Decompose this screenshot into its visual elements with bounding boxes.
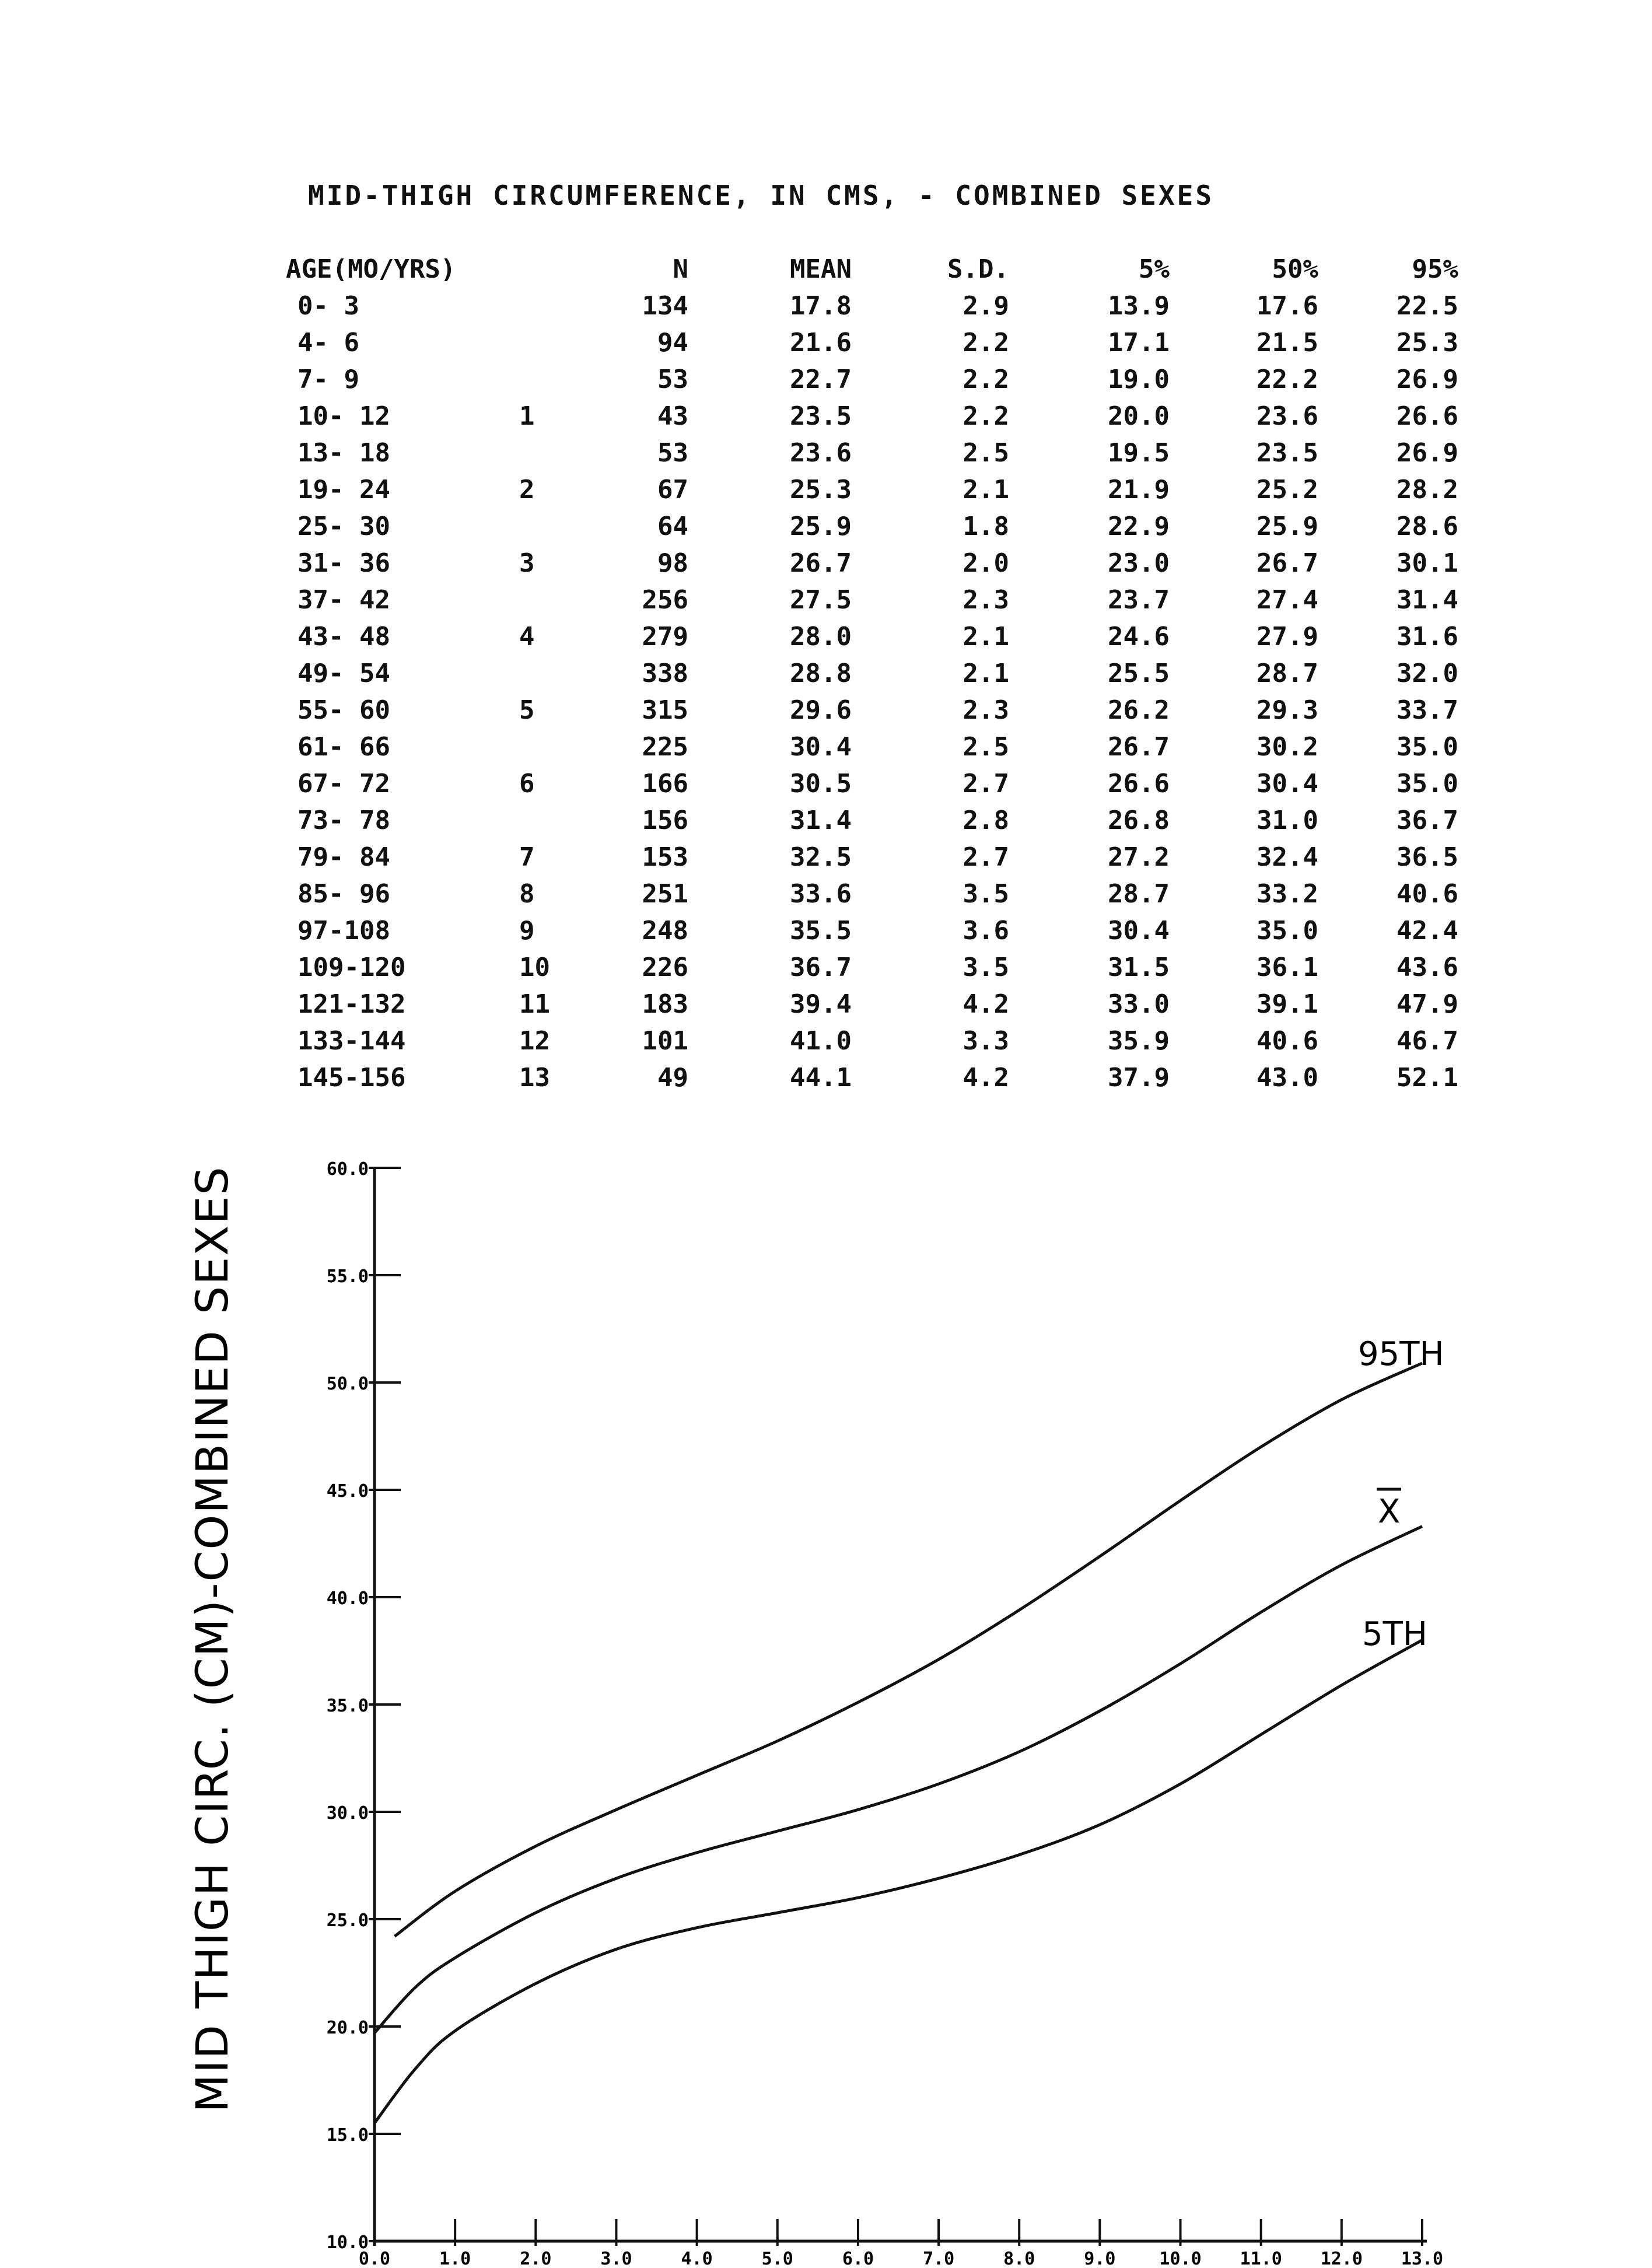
mean-cell: 35.5 <box>790 916 852 946</box>
p95-cell: 26.9 <box>1396 365 1458 394</box>
sd-cell: 2.1 <box>963 622 1009 652</box>
p5-cell: 25.5 <box>1108 659 1170 688</box>
mean-cell: 36.7 <box>790 953 852 982</box>
sd-cell: 3.5 <box>963 953 1009 982</box>
header-mean: MEAN <box>790 254 852 284</box>
mean-cell: 29.6 <box>790 695 852 725</box>
age-cell: 79- 84 <box>298 842 390 872</box>
p5-cell: 26.7 <box>1108 732 1170 762</box>
year-cell: 4 <box>519 622 535 652</box>
sd-cell: 3.6 <box>963 916 1009 946</box>
year-cell: 13 <box>519 1063 550 1093</box>
sd-cell: 4.2 <box>963 989 1009 1019</box>
mean-cell: 25.9 <box>790 512 852 541</box>
age-cell: 4- 6 <box>298 328 359 358</box>
mean-cell: 28.8 <box>790 659 852 688</box>
n-cell: 256 <box>642 585 688 615</box>
mean-cell: 32.5 <box>790 842 852 872</box>
mean-cell: 31.4 <box>790 806 852 835</box>
x-tick-label: 3.0 <box>600 2249 632 2268</box>
y-tick-label: 45.0 <box>326 1481 369 1502</box>
age-cell: 97-108 <box>298 916 390 946</box>
series-line-mean <box>374 1527 1422 2033</box>
x-tick-label: 6.0 <box>842 2249 874 2268</box>
n-cell: 225 <box>642 732 688 762</box>
mean-cell: 28.0 <box>790 622 852 652</box>
y-axis-label: MID THIGH CIRC. (CM)-COMBINED SEXES <box>186 1166 238 2113</box>
year-cell: 3 <box>519 548 535 578</box>
sd-cell: 2.2 <box>963 328 1009 358</box>
mean-cell: 23.6 <box>790 438 852 468</box>
p50-cell: 29.3 <box>1256 695 1318 725</box>
age-cell: 55- 60 <box>298 695 390 725</box>
sd-cell: 1.8 <box>963 512 1009 541</box>
n-cell: 156 <box>642 806 688 835</box>
p95-cell: 40.6 <box>1396 879 1458 909</box>
p5-cell: 23.0 <box>1108 548 1170 578</box>
n-cell: 53 <box>657 438 688 468</box>
p50-cell: 36.1 <box>1256 953 1318 982</box>
age-cell: 7- 9 <box>298 365 359 394</box>
p5-cell: 26.2 <box>1108 695 1170 725</box>
n-cell: 64 <box>657 512 688 541</box>
p95-cell: 32.0 <box>1396 659 1458 688</box>
n-cell: 315 <box>642 695 688 725</box>
n-cell: 94 <box>657 328 688 358</box>
p50-cell: 25.9 <box>1256 512 1318 541</box>
x-tick-label: 10.0 <box>1159 2249 1202 2268</box>
year-cell: 1 <box>519 401 535 431</box>
p50-cell: 21.5 <box>1256 328 1318 358</box>
p5-cell: 22.9 <box>1108 512 1170 541</box>
age-cell: 10- 12 <box>298 401 390 431</box>
series-line-5th <box>374 1640 1422 2123</box>
year-cell: 6 <box>519 769 535 799</box>
sd-cell: 2.3 <box>963 695 1009 725</box>
p5-cell: 24.6 <box>1108 622 1170 652</box>
p50-cell: 25.2 <box>1256 475 1318 505</box>
y-tick-label: 10.0 <box>326 2232 369 2253</box>
sd-cell: 2.1 <box>963 659 1009 688</box>
p50-cell: 27.4 <box>1256 585 1318 615</box>
age-cell: 121-132 <box>298 989 406 1019</box>
p50-cell: 30.2 <box>1256 732 1318 762</box>
n-cell: 166 <box>642 769 688 799</box>
y-tick-label: 15.0 <box>326 2125 369 2146</box>
p95-cell: 35.0 <box>1396 732 1458 762</box>
series-label-5th <box>1362 1615 1427 1653</box>
p95-cell: 47.9 <box>1396 989 1458 1019</box>
p5-cell: 28.7 <box>1108 879 1170 909</box>
p50-cell: 23.6 <box>1256 401 1318 431</box>
p95-cell: 36.7 <box>1396 806 1458 835</box>
p50-cell: 43.0 <box>1256 1063 1318 1093</box>
n-cell: 101 <box>642 1026 688 1056</box>
year-cell: 7 <box>519 842 535 872</box>
p5-cell: 19.5 <box>1108 438 1170 468</box>
header-p50: 50% <box>1272 254 1318 284</box>
n-cell: 43 <box>657 401 688 431</box>
mean-cell: 30.5 <box>790 769 852 799</box>
sd-cell: 4.2 <box>963 1063 1009 1093</box>
p50-cell: 32.4 <box>1256 842 1318 872</box>
age-cell: 133-144 <box>298 1026 406 1056</box>
p95-cell: 46.7 <box>1396 1026 1458 1056</box>
mean-cell: 30.4 <box>790 732 852 762</box>
n-cell: 53 <box>657 365 688 394</box>
mean-cell: 26.7 <box>790 548 852 578</box>
x-tick-label: 13.0 <box>1401 2249 1444 2268</box>
series-label-mean-text: X <box>1378 1493 1401 1531</box>
sd-cell: 2.5 <box>963 732 1009 762</box>
series-line-95th <box>395 1363 1423 1937</box>
sd-cell: 3.5 <box>963 879 1009 909</box>
mean-cell: 17.8 <box>790 291 852 321</box>
p5-cell: 17.1 <box>1108 328 1170 358</box>
sd-cell: 2.5 <box>963 438 1009 468</box>
sd-cell: 2.9 <box>963 291 1009 321</box>
p5-cell: 26.8 <box>1108 806 1170 835</box>
p5-cell: 27.2 <box>1108 842 1170 872</box>
p95-cell: 35.0 <box>1396 769 1458 799</box>
series-label-mean <box>1378 1493 1400 1531</box>
x-tick-label: 4.0 <box>681 2249 713 2268</box>
series-label-95th <box>1358 1335 1444 1373</box>
age-cell: 19- 24 <box>298 475 390 505</box>
p95-cell: 31.4 <box>1396 585 1458 615</box>
n-cell: 279 <box>642 622 688 652</box>
y-tick-label: 50.0 <box>326 1374 369 1394</box>
n-cell: 183 <box>642 989 688 1019</box>
mean-cell: 21.6 <box>790 328 852 358</box>
x-tick-label: 12.0 <box>1320 2249 1363 2268</box>
sd-cell: 2.7 <box>963 842 1009 872</box>
series-label-95th-text: 95TH <box>1358 1335 1444 1373</box>
n-cell: 226 <box>642 953 688 982</box>
p50-cell: 39.1 <box>1256 989 1318 1019</box>
p95-cell: 30.1 <box>1396 548 1458 578</box>
p95-cell: 25.3 <box>1396 328 1458 358</box>
p50-cell: 28.7 <box>1256 659 1318 688</box>
age-cell: 67- 72 <box>298 769 390 799</box>
p95-cell: 28.6 <box>1396 512 1458 541</box>
p50-cell: 30.4 <box>1256 769 1318 799</box>
n-cell: 338 <box>642 659 688 688</box>
mean-cell: 25.3 <box>790 475 852 505</box>
p5-cell: 19.0 <box>1108 365 1170 394</box>
year-cell: 12 <box>519 1026 550 1056</box>
p95-cell: 26.9 <box>1396 438 1458 468</box>
year-cell: 2 <box>519 475 535 505</box>
p95-cell: 22.5 <box>1396 291 1458 321</box>
y-tick-label: 60.0 <box>326 1159 369 1180</box>
p50-cell: 17.6 <box>1256 291 1318 321</box>
x-tick-label: 8.0 <box>1003 2249 1035 2268</box>
age-cell: 43- 48 <box>298 622 390 652</box>
age-cell: 85- 96 <box>298 879 390 909</box>
year-cell: 11 <box>519 989 550 1019</box>
year-cell: 9 <box>519 916 535 946</box>
x-tick-label: 0.0 <box>358 2249 391 2268</box>
sd-cell: 2.1 <box>963 475 1009 505</box>
year-cell: 8 <box>519 879 535 909</box>
n-cell: 134 <box>642 291 688 321</box>
p5-cell: 35.9 <box>1108 1026 1170 1056</box>
p5-cell: 37.9 <box>1108 1063 1170 1093</box>
p5-cell: 20.0 <box>1108 401 1170 431</box>
age-cell: 49- 54 <box>298 659 390 688</box>
y-tick-label: 30.0 <box>326 1803 369 1824</box>
sd-cell: 2.0 <box>963 548 1009 578</box>
header-sd: S.D. <box>947 254 1009 284</box>
p5-cell: 23.7 <box>1108 585 1170 615</box>
header-age: AGE(MO/YRS) <box>286 254 456 284</box>
header-p95: 95% <box>1412 254 1458 284</box>
p50-cell: 40.6 <box>1256 1026 1318 1056</box>
p5-cell: 21.9 <box>1108 475 1170 505</box>
age-cell: 25- 30 <box>298 512 390 541</box>
y-tick-label: 25.0 <box>326 1910 369 1931</box>
header-n: N <box>673 254 688 284</box>
p95-cell: 52.1 <box>1396 1063 1458 1093</box>
age-cell: 61- 66 <box>298 732 390 762</box>
sd-cell: 3.3 <box>963 1026 1009 1056</box>
mean-cell: 33.6 <box>790 879 852 909</box>
p50-cell: 23.5 <box>1256 438 1318 468</box>
x-tick-label: 7.0 <box>922 2249 955 2268</box>
age-cell: 13- 18 <box>298 438 390 468</box>
x-tick-label: 11.0 <box>1240 2249 1282 2268</box>
n-cell: 153 <box>642 842 688 872</box>
p5-cell: 26.6 <box>1108 769 1170 799</box>
x-tick-label: 2.0 <box>520 2249 552 2268</box>
mean-cell: 22.7 <box>790 365 852 394</box>
p95-cell: 43.6 <box>1396 953 1458 982</box>
mean-cell: 27.5 <box>790 585 852 615</box>
age-cell: 0- 3 <box>298 291 359 321</box>
x-tick-label: 1.0 <box>439 2249 471 2268</box>
y-tick-label: 40.0 <box>326 1588 369 1609</box>
n-cell: 98 <box>657 548 688 578</box>
n-cell: 248 <box>642 916 688 946</box>
age-cell: 37- 42 <box>298 585 390 615</box>
p50-cell: 33.2 <box>1256 879 1318 909</box>
p95-cell: 42.4 <box>1396 916 1458 946</box>
n-cell: 49 <box>657 1063 688 1093</box>
p5-cell: 30.4 <box>1108 916 1170 946</box>
y-tick-label: 35.0 <box>326 1696 369 1716</box>
y-tick-label: 55.0 <box>326 1266 369 1287</box>
n-cell: 251 <box>642 879 688 909</box>
table-title: MID-THIGH CIRCUMFERENCE, IN CMS, - COMBINED SEXES <box>308 180 1214 211</box>
p5-cell: 33.0 <box>1108 989 1170 1019</box>
series-label-5th-text: 5TH <box>1362 1615 1427 1653</box>
p95-cell: 33.7 <box>1396 695 1458 725</box>
sd-cell: 2.3 <box>963 585 1009 615</box>
p95-cell: 31.6 <box>1396 622 1458 652</box>
p95-cell: 26.6 <box>1396 401 1458 431</box>
p50-cell: 27.9 <box>1256 622 1318 652</box>
year-cell: 10 <box>519 953 550 982</box>
mean-cell: 44.1 <box>790 1063 852 1093</box>
age-cell: 31- 36 <box>298 548 390 578</box>
p95-cell: 28.2 <box>1396 475 1458 505</box>
p5-cell: 31.5 <box>1108 953 1170 982</box>
mean-cell: 39.4 <box>790 989 852 1019</box>
year-cell: 5 <box>519 695 535 725</box>
p50-cell: 31.0 <box>1256 806 1318 835</box>
mean-cell: 41.0 <box>790 1026 852 1056</box>
p95-cell: 36.5 <box>1396 842 1458 872</box>
p50-cell: 35.0 <box>1256 916 1318 946</box>
age-cell: 109-120 <box>298 953 406 982</box>
sd-cell: 2.2 <box>963 365 1009 394</box>
sd-cell: 2.8 <box>963 806 1009 835</box>
x-tick-label: 9.0 <box>1084 2249 1116 2268</box>
p50-cell: 22.2 <box>1256 365 1318 394</box>
sd-cell: 2.2 <box>963 401 1009 431</box>
x-tick-label: 5.0 <box>761 2249 793 2268</box>
sd-cell: 2.7 <box>963 769 1009 799</box>
y-tick-label: 20.0 <box>326 2018 369 2038</box>
n-cell: 67 <box>657 475 688 505</box>
p50-cell: 26.7 <box>1256 548 1318 578</box>
mean-cell: 23.5 <box>790 401 852 431</box>
p5-cell: 13.9 <box>1108 291 1170 321</box>
age-cell: 145-156 <box>298 1063 406 1093</box>
age-cell: 73- 78 <box>298 806 390 835</box>
header-p5: 5% <box>1139 254 1170 284</box>
